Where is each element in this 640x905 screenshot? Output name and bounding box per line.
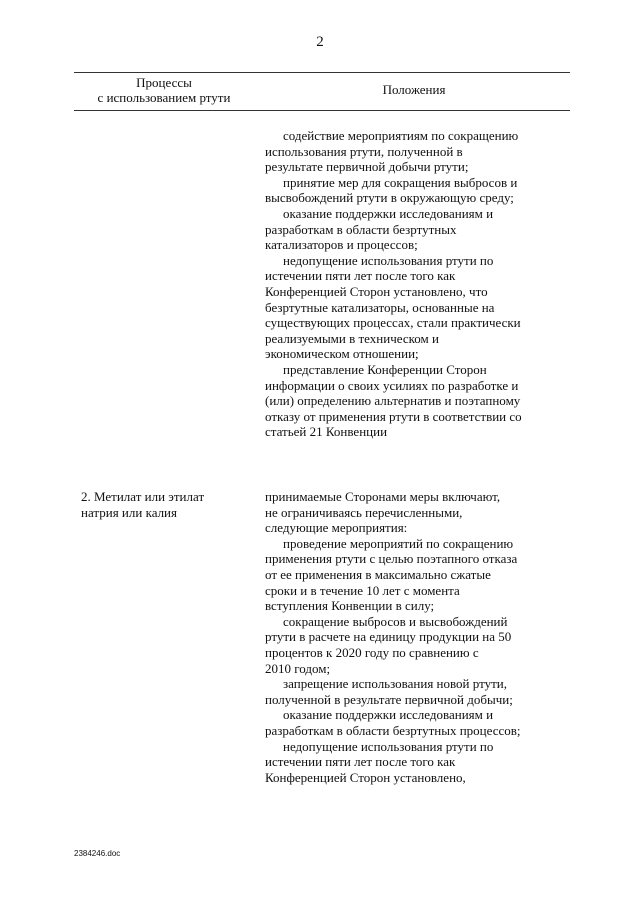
page-number: 2	[316, 34, 324, 50]
process-2-measures	[265, 536, 575, 786]
text-line: принятие мер для сокращения выбросов и	[283, 174, 518, 190]
text-line: оказание поддержки исследованиям и	[283, 205, 494, 221]
text-line: безртутные катализаторы, основанные на	[265, 299, 495, 315]
column-header-provisions: Положения	[382, 82, 446, 97]
text-line: содействие мероприятиям по сокращению	[283, 128, 519, 143]
table-header-rule	[74, 110, 570, 111]
text-line: не ограничиваясь перечисленными,	[265, 504, 463, 520]
text-line: результате первичной добычи ртути;	[265, 159, 469, 175]
text-line: применения ртути с целью поэтапного отказа	[265, 551, 518, 567]
process-2-label-line2: натрия или калия	[81, 504, 177, 520]
text-line: экономическом отношении;	[265, 346, 419, 362]
text-line: 2010 годом;	[265, 660, 331, 676]
text-line: запрещение использования новой ртути,	[283, 676, 507, 692]
paragraph	[265, 206, 575, 253]
paragraph	[265, 362, 575, 440]
paragraph	[265, 707, 575, 738]
text-line: информации о своих усилиях по разработке и	[265, 377, 519, 393]
text-line: оказание поддержки исследованиям и	[283, 707, 494, 723]
text-line: истечении пяти лет после того как	[265, 754, 456, 770]
text-line: недопущение использования ртути по	[283, 738, 494, 754]
text-line: Конференцией Сторон установлено, что	[265, 283, 488, 299]
text-line: вступления Конвенции в силу;	[265, 598, 435, 614]
column-header-processes	[74, 75, 254, 105]
process-2-label	[81, 489, 256, 520]
paragraph	[265, 128, 575, 175]
text-line: проведение мероприятий по сокращению	[283, 535, 514, 551]
text-line: представление Конференции Сторон	[283, 361, 487, 377]
process-2-provisions	[265, 489, 575, 785]
paragraph	[265, 175, 575, 206]
column-header-processes-line2: с использованием ртути	[97, 90, 231, 105]
text-line: сокращение выбросов и высвобождений	[283, 613, 508, 629]
paragraph	[265, 536, 575, 614]
text-line: разработкам в области безртутных процессов;	[265, 722, 521, 738]
text-line: статьей 21 Конвенции	[265, 424, 388, 440]
paragraph	[265, 676, 575, 707]
paragraph	[265, 739, 575, 786]
footer-filename: 2384246.doc	[74, 849, 121, 858]
text-line: сроки и в течение 10 лет с момента	[265, 582, 460, 598]
text-line: от ее применения в максимально сжатые	[265, 566, 491, 582]
text-line: процентов к 2020 году по сравнению с	[265, 644, 479, 660]
text-line: недопущение использования ртути по	[283, 252, 494, 268]
text-line: разработкам в области безртутных	[265, 221, 457, 237]
text-line: ртути в расчете на единицу продукции на 50	[265, 629, 512, 645]
process-2-intro	[265, 489, 575, 536]
text-line: катализаторов и процессов;	[265, 237, 418, 253]
text-line: существующих процессах, стали практически	[265, 315, 521, 331]
text-line: следующие мероприятия:	[265, 520, 408, 536]
table-top-rule	[74, 72, 570, 73]
text-line: реализуемыми в техническом и	[265, 330, 439, 346]
text-line: Конференцией Сторон установлено,	[265, 769, 466, 785]
text-line: высвобождений ртути в окружающую среду;	[265, 190, 514, 206]
process-2-label-line1: 2. Метилат или этилат	[81, 489, 205, 504]
paragraph	[265, 614, 575, 676]
text-line: принимаемые Сторонами меры включают,	[265, 489, 501, 504]
continuation-provisions	[265, 128, 575, 440]
text-line: использования ртути, полученной в	[265, 143, 463, 159]
paragraph	[265, 253, 575, 362]
text-line: отказу от применения ртути в соответствии со	[265, 408, 522, 424]
text-line: полученной в результате первичной добычи;	[265, 691, 513, 707]
text-line: (или) определению альтернатив и поэтапному	[265, 393, 521, 409]
text-line: истечении пяти лет после того как	[265, 268, 456, 284]
column-header-processes-line1: Процессы	[136, 75, 192, 90]
